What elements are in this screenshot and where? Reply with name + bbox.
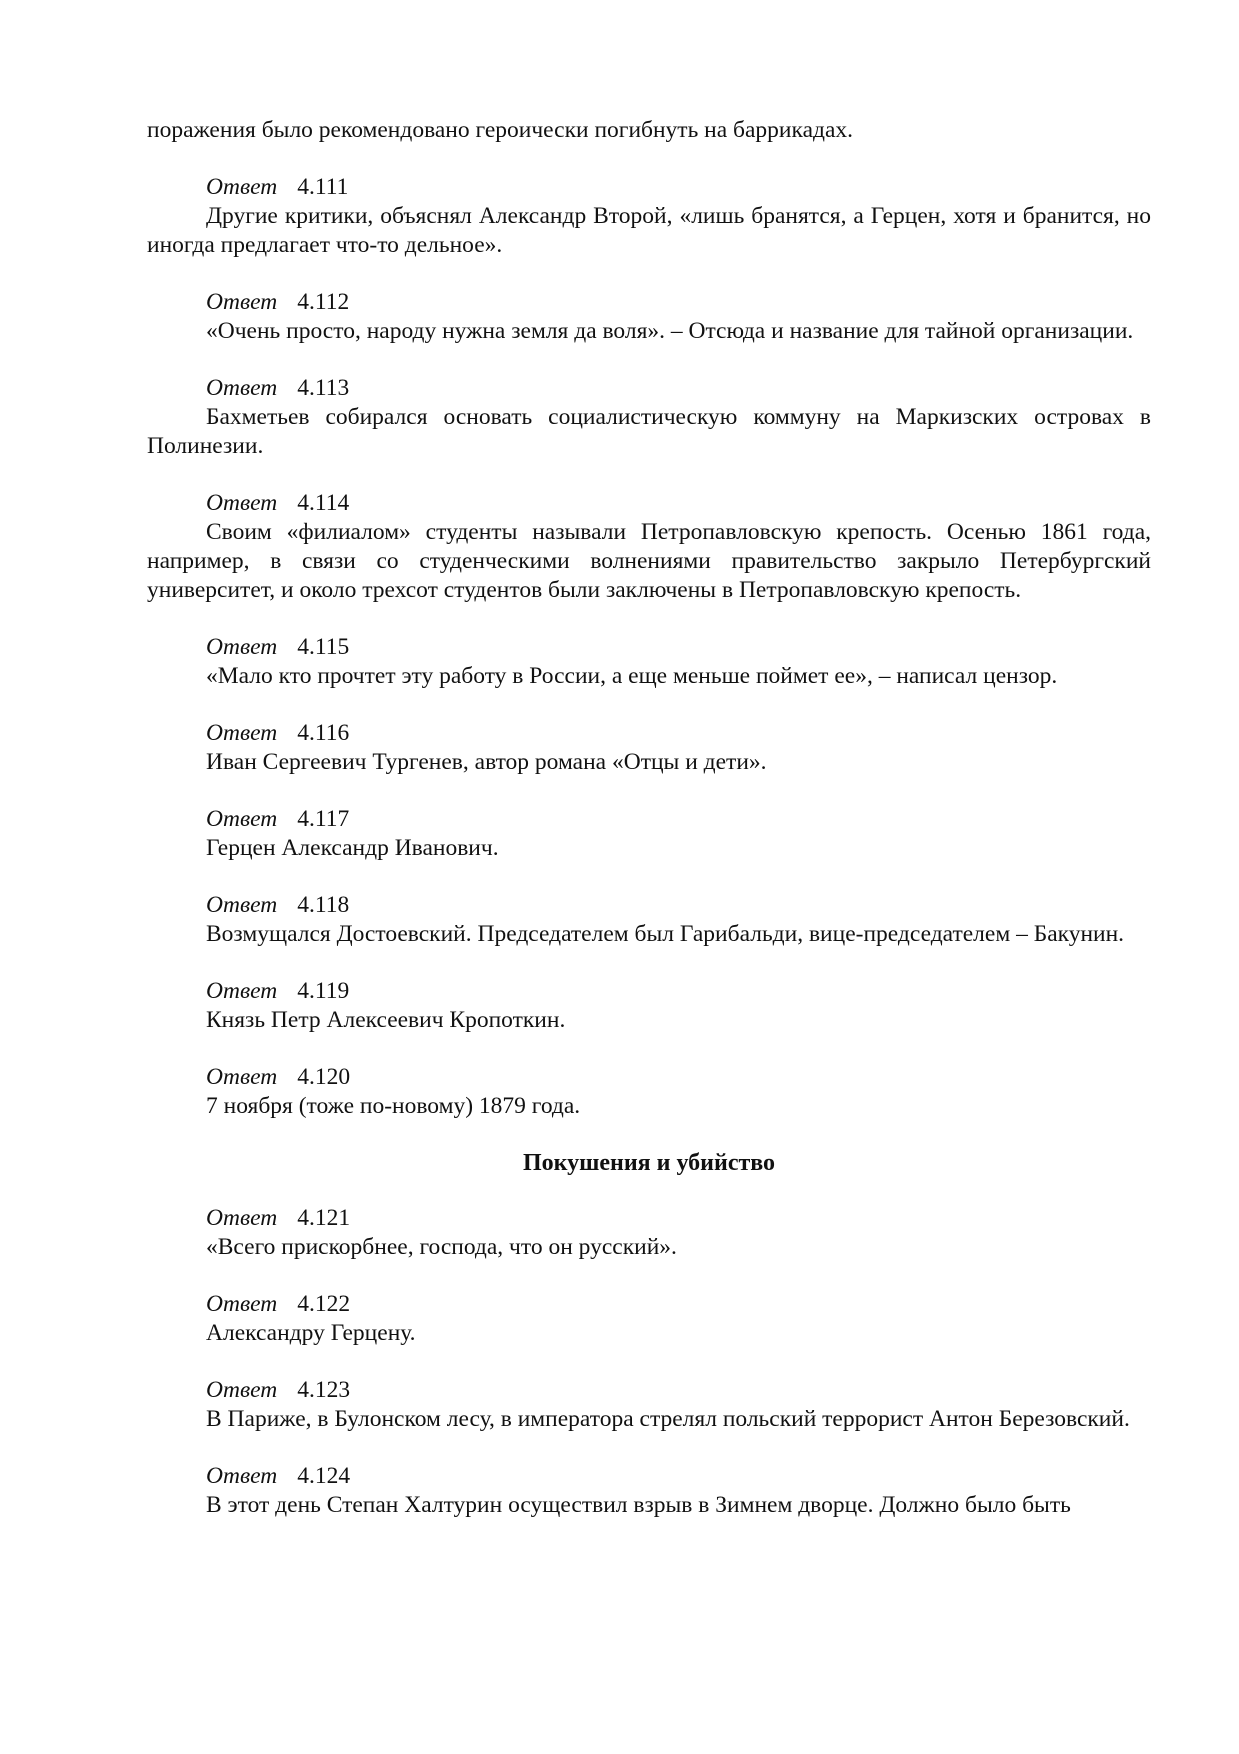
answer-number: 4.111 — [297, 174, 349, 200]
answer-label — [147, 805, 1151, 834]
answer-label — [147, 977, 1151, 1006]
answer-entry — [147, 1376, 1151, 1434]
section-heading: Покушения и убийство — [522, 1150, 776, 1176]
intro-paragraph: поражения было рекомендовано героически погибнуть на баррикадах. — [147, 117, 854, 143]
answer-label — [147, 1204, 1151, 1233]
answer-word: Ответ — [206, 375, 278, 401]
answer-text: Герцен Александр Иванович. — [206, 835, 499, 861]
answer-text: «Всего прискорбнее, господа, что он русский». — [206, 1234, 677, 1260]
answer-entry — [147, 891, 1151, 949]
answers-list-before — [147, 173, 1151, 1121]
answer-number: 4.113 — [297, 375, 350, 401]
answer-text: Своим «филиалом» студенты называли Петропавловскую крепость. Осенью 1861 года, например, в связи со студенческими волнениями правительство закрыло Петербургский университет, и около трехсот студентов были заключены в Петропавловскую крепость. — [147, 519, 1151, 603]
answer-word: Ответ — [206, 892, 278, 918]
answer-word: Ответ — [206, 174, 278, 200]
answer-text: Возмущался Достоевский. Председателем был Гарибальди, вице-председателем – Бакунин. — [206, 921, 1125, 947]
answer-word: Ответ — [206, 634, 278, 660]
answer-label — [147, 374, 1151, 403]
answer-label — [147, 633, 1151, 662]
answer-entry — [147, 977, 1151, 1035]
answer-word: Ответ — [206, 978, 278, 1004]
answer-entry — [147, 1462, 1151, 1520]
answer-entry — [147, 1204, 1151, 1262]
answer-number: 4.114 — [297, 490, 350, 516]
answer-number: 4.121 — [297, 1205, 351, 1231]
answer-text: В этот день Степан Халтурин осуществил взрыв в Зимнем дворце. Должно было быть — [206, 1492, 1071, 1518]
answer-number: 4.115 — [297, 634, 350, 660]
answer-label — [147, 719, 1151, 748]
answer-entry — [147, 1063, 1151, 1121]
answer-entry — [147, 633, 1151, 691]
answer-word: Ответ — [206, 1377, 278, 1403]
answer-number: 4.122 — [297, 1291, 351, 1317]
answer-number: 4.123 — [297, 1377, 351, 1403]
answer-number: 4.120 — [297, 1064, 351, 1090]
answer-number: 4.117 — [297, 806, 350, 832]
answer-number: 4.112 — [297, 289, 350, 315]
answer-text: Другие критики, объяснял Александр Второй, «лишь бранятся, а Герцен, хотя и бранится, но иногда предлагает что-то дельное». — [147, 203, 1151, 258]
answer-label — [147, 489, 1151, 518]
answer-word: Ответ — [206, 1064, 278, 1090]
answer-entry — [147, 1290, 1151, 1348]
answer-entry — [147, 288, 1151, 346]
answer-text: Бахметьев собирался основать социалистическую коммуну на Маркизских островах в Полинезии. — [147, 404, 1151, 459]
answer-label — [147, 1063, 1151, 1092]
answer-word: Ответ — [206, 490, 278, 516]
answer-number: 4.124 — [297, 1463, 351, 1489]
answer-text: Иван Сергеевич Тургенев, автор романа «Отцы и дети». — [206, 749, 767, 775]
answer-word: Ответ — [206, 1291, 278, 1317]
answer-text: Александру Герцену. — [206, 1320, 416, 1346]
answer-word: Ответ — [206, 806, 278, 832]
answer-entry — [147, 719, 1151, 777]
answer-text: 7 ноября (тоже по-новому) 1879 года. — [206, 1093, 581, 1119]
answer-entry — [147, 374, 1151, 461]
answer-label — [147, 288, 1151, 317]
answer-label — [147, 173, 1151, 202]
answer-word: Ответ — [206, 289, 278, 315]
answer-label — [147, 891, 1151, 920]
answer-label — [147, 1462, 1151, 1491]
answer-word: Ответ — [206, 720, 278, 746]
answer-text: Князь Петр Алексеевич Кропоткин. — [206, 1007, 566, 1033]
answer-entry — [147, 173, 1151, 260]
answers-list-after — [147, 1204, 1151, 1520]
answer-entry — [147, 805, 1151, 863]
answer-label — [147, 1290, 1151, 1319]
answer-label — [147, 1376, 1151, 1405]
answer-number: 4.118 — [297, 892, 350, 918]
answer-number: 4.116 — [297, 720, 350, 746]
answer-text: В Париже, в Булонском лесу, в императора стрелял польский террорист Антон Березовский. — [206, 1406, 1130, 1432]
document-page — [147, 116, 1151, 1548]
answer-entry — [147, 489, 1151, 605]
answer-text: «Мало кто прочтет эту работу в России, а еще меньше поймет ее», – написал цензор. — [206, 663, 1058, 689]
answer-word: Ответ — [206, 1463, 278, 1489]
answer-text: «Очень просто, народу нужна земля да воля». – Отсюда и название для тайной организации. — [206, 318, 1134, 344]
answer-word: Ответ — [206, 1205, 278, 1231]
answer-number: 4.119 — [297, 978, 350, 1004]
